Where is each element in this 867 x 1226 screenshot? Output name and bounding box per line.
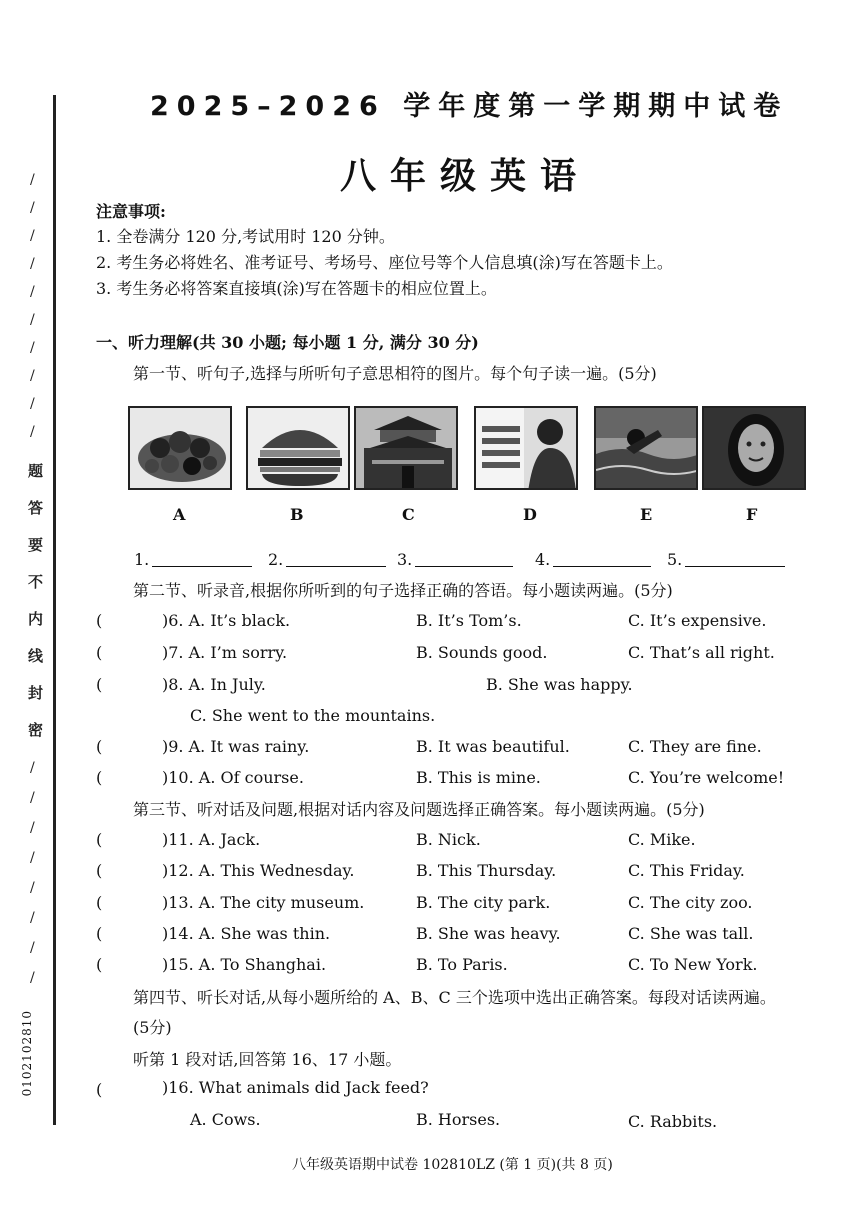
section3-instruction: 第三节、听对话及问题,根据对话内容及问题选择正确答案。每小题读两遍。(5分) [133,800,705,819]
question-option-b: B. This is mine. [416,768,541,787]
answer-paren[interactable]: ( [96,955,103,974]
question-option-b: B. It’s Tom’s. [416,611,522,630]
question-option-a: )15. A. To Shanghai. [162,955,327,974]
question-option-c: C. She was tall. [628,924,754,943]
question-option-c: C. You’re welcome! [628,768,785,787]
girl-portrait-picture [702,406,806,490]
notice-item: 2. 考生务必将姓名、准考证号、考场号、座位号等个人信息填(涂)写在答题卡上。 [96,253,673,272]
binding-char: 要 [28,536,44,554]
exam-title: 2025–2026 学年度第一学期期中试卷 [150,91,789,122]
question-option-b: B. She was happy. [486,675,633,694]
answer-paren[interactable]: ( [96,893,103,912]
answer-paren[interactable]: ( [96,611,103,630]
binding-line [53,95,56,1125]
tiananmen-picture [354,406,458,490]
swimming-picture [594,406,698,490]
question-option-c: C. It’s expensive. [628,611,767,630]
answer-blank[interactable] [286,565,386,567]
picture-label: D [523,505,537,524]
notice-heading: 注意事项: [96,202,166,221]
question-option-c: C. They are fine. [628,737,762,756]
section1-instruction: 第一节、听句子,选择与所听句子意思相符的图片。每个句子读一遍。(5分) [133,364,657,383]
answer-blank[interactable] [553,565,651,567]
question-option-b: B. She was heavy. [416,924,561,943]
blank-number: 4. [535,550,551,569]
blank-number: 5. [667,550,683,569]
answer-blank[interactable] [685,565,785,567]
answer-paren[interactable]: ( [96,675,103,694]
binding-char: 内 [28,610,44,628]
answer-paren[interactable]: ( [96,924,103,943]
answer-paren[interactable]: ( [96,643,103,662]
question-option-a: )12. A. This Wednesday. [162,861,355,880]
section2-instruction: 第二节、听录音,根据你所听到的句子选择正确的答语。每小题读两遍。(5分) [133,581,673,600]
question-option-c: C. The city zoo. [628,893,753,912]
question-option-a: )9. A. It was rainy. [162,737,310,756]
question-option-c: C. Mike. [628,830,696,849]
hamburger-picture [246,406,350,490]
question-option-b: B. To Paris. [416,955,508,974]
blank-number: 1. [134,550,150,569]
page-footer: 八年级英语期中试卷 102810LZ (第 1 页)(共 8 页) [292,1157,613,1173]
dialog-instruction: 听第 1 段对话,回答第 16、17 小题。 [133,1050,402,1069]
part1-heading: 一、听力理解(共 30 小题; 每小题 1 分, 满分 30 分) [96,333,479,352]
question-option-b: B. This Thursday. [416,861,557,880]
answer-paren[interactable]: ( [96,737,103,756]
question-option-b: B. Nick. [416,830,481,849]
question-option-a: )11. A. Jack. [162,830,261,849]
question-option-a: A. Cows. [190,1110,261,1129]
section4-instruction: 第四节、听长对话,从每小题所给的 A、B、C 三个选项中选出正确答案。每段对话读两遍。 [133,988,776,1007]
answer-blank[interactable] [415,565,513,567]
notice-item: 1. 全卷满分 120 分,考试用时 120 分钟。 [96,227,395,246]
question-option-b: B. Sounds good. [416,643,548,662]
fruit-picture [128,406,232,490]
question-option-a: )8. A. In July. [162,675,266,694]
binding-char: 封 [28,684,44,702]
question-option-c: C. She went to the mountains. [190,706,436,725]
picture-label: A [173,505,186,524]
binding-char: 密 [28,721,44,739]
question-option-c: C. To New York. [628,955,758,974]
question-option-c: C. Rabbits. [628,1112,718,1131]
question-option-c: C. That’s all right. [628,643,775,662]
exam-subtitle: 八年级英语 [340,155,591,197]
picture-row [128,406,810,492]
picture-label: F [746,505,758,524]
binding-char: 答 [28,499,44,517]
answer-paren[interactable]: ( [96,768,103,787]
binding-serial: 0102102810 [20,1010,34,1097]
blank-number: 2. [268,550,284,569]
picture-label: E [640,505,653,524]
question-stem: )16. What animals did Jack feed? [162,1078,429,1097]
section4-score: (5分) [133,1018,172,1037]
notice-item: 3. 考生务必将答案直接填(涂)写在答题卡的相应位置上。 [96,279,497,298]
reading-picture [474,406,578,490]
picture-label: C [402,505,415,524]
question-option-c: C. This Friday. [628,861,745,880]
question-option-b: B. Horses. [416,1110,501,1129]
question-option-a: )10. A. Of course. [162,768,304,787]
question-option-b: B. The city park. [416,893,551,912]
question-option-a: )13. A. The city museum. [162,893,365,912]
question-option-a: )7. A. I’m sorry. [162,643,288,662]
question-option-a: )14. A. She was thin. [162,924,331,943]
binding-char: 线 [28,647,44,665]
binding-char: 题 [28,462,44,480]
answer-paren[interactable]: ( [96,830,103,849]
answer-paren[interactable]: ( [96,861,103,880]
answer-paren[interactable]: ( [96,1080,103,1099]
binding-char: 不 [28,573,44,591]
answer-blank[interactable] [152,565,252,567]
blank-number: 3. [397,550,413,569]
question-option-a: )6. A. It’s black. [162,611,291,630]
question-option-b: B. It was beautiful. [416,737,570,756]
picture-label: B [290,505,304,524]
